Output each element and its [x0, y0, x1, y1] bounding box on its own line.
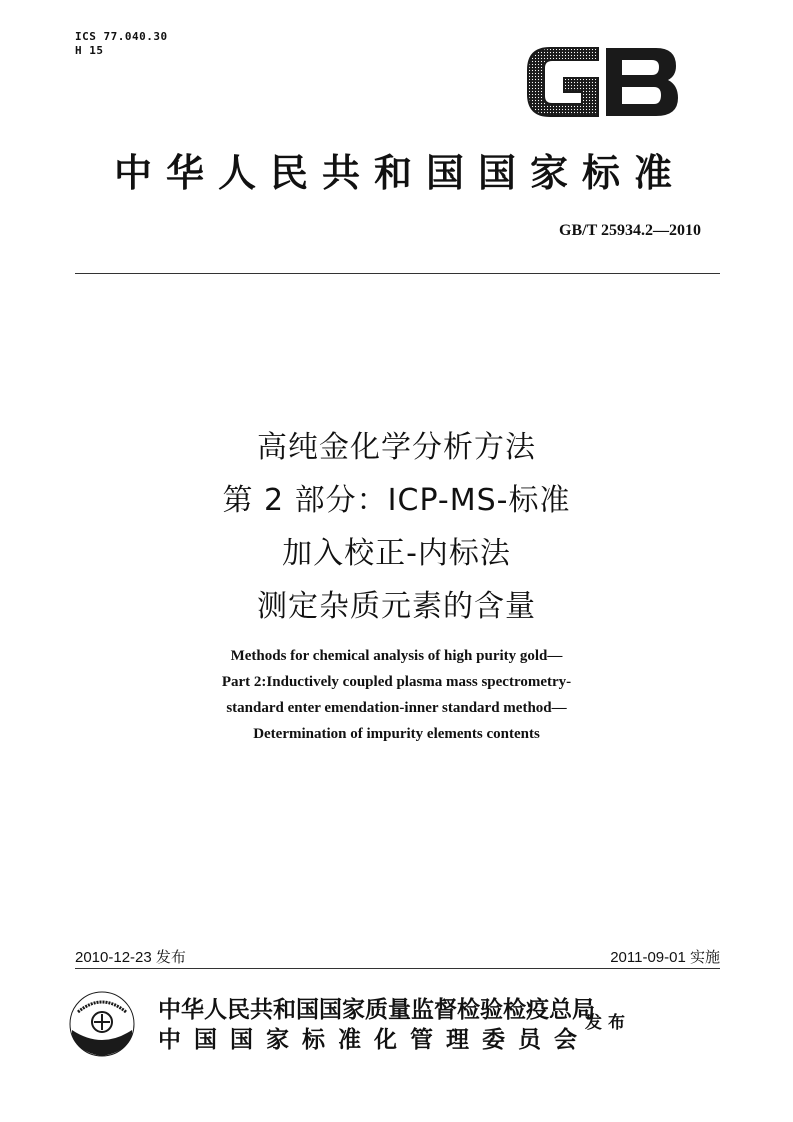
- standard-number: GB/T 25934.2—2010: [559, 222, 701, 239]
- english-title-line: Determination of impurity elements contents: [253, 726, 540, 742]
- ccs-code: H 15: [75, 44, 104, 57]
- national-standard-title: 中华人民共和国国家标准: [113, 150, 686, 195]
- divider: [75, 273, 720, 274]
- english-title-line: standard enter emendation-inner standard method—: [226, 700, 567, 716]
- ics-code: ICS 77.040.30: [75, 30, 168, 43]
- english-title-line: Part 2:Inductively coupled plasma mass spectrometry-: [221, 674, 572, 690]
- english-title-line: Methods for chemical analysis of high purity gold—: [230, 648, 563, 664]
- anti-counterfeit-seal-icon: [68, 990, 136, 1058]
- classification-codes: [75, 30, 168, 58]
- issue-date: 2010-12-23 发布: [75, 949, 186, 966]
- chinese-title-line: 测定杂质元素的含量: [257, 589, 536, 624]
- chinese-title-line: 加入校正-内标法: [282, 536, 511, 571]
- issuer-line: 中国国家标准化管理委员会: [158, 1026, 590, 1053]
- gb-logo: [522, 42, 682, 122]
- chinese-title-line: 高纯金化学分析方法: [257, 430, 536, 465]
- issuer-line: 中华人民共和国国家质量监督检验检疫总局: [158, 996, 595, 1023]
- publish-label: 发布: [585, 1013, 631, 1033]
- divider: [75, 968, 720, 969]
- chinese-title-line: 第 2 部分：ICP-MS-标准: [222, 483, 571, 518]
- implementation-date: 2011-09-01 实施: [610, 949, 720, 966]
